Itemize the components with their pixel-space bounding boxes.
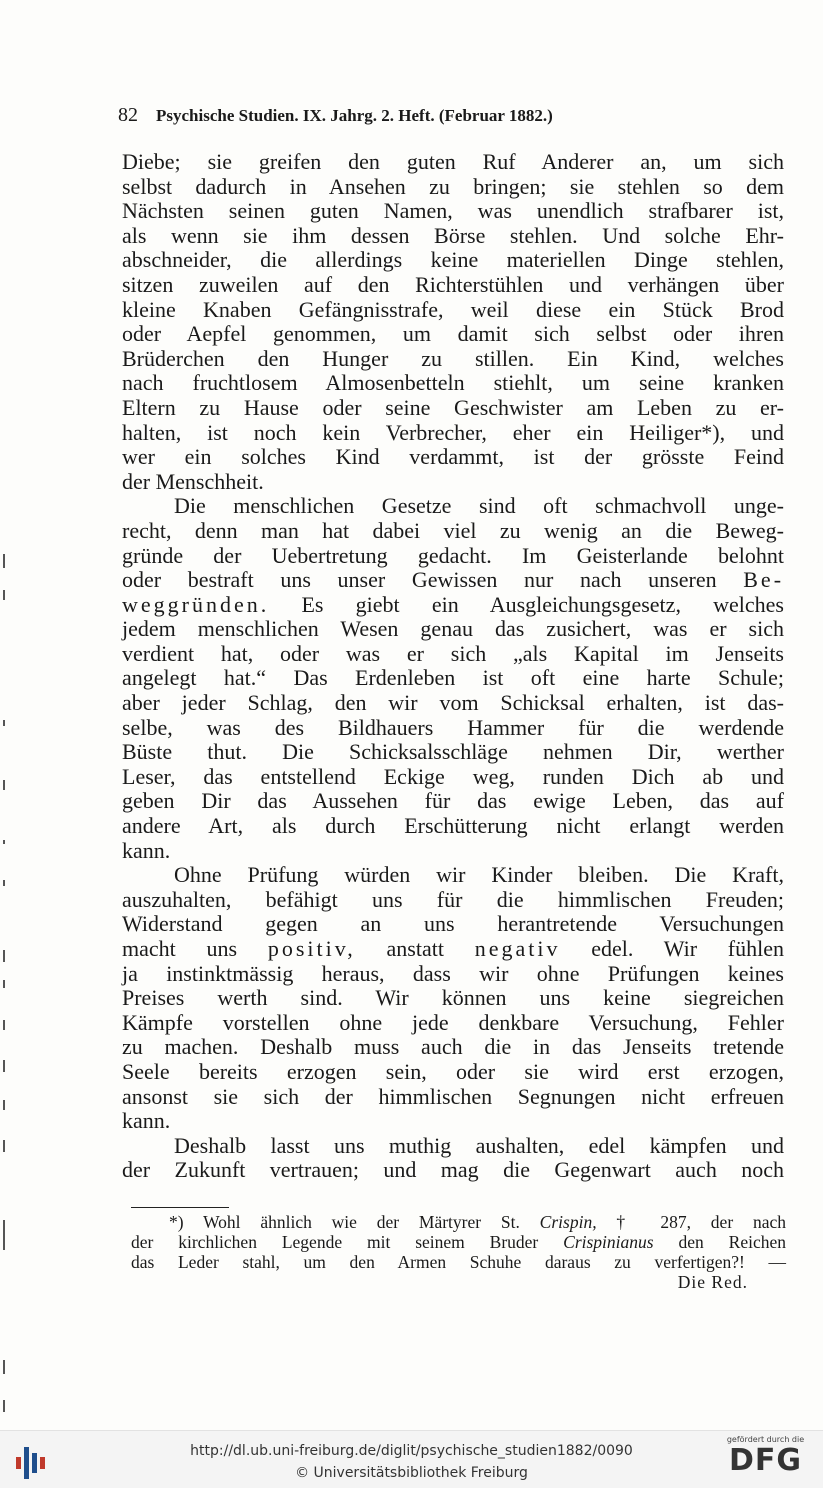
text-line bbox=[122, 937, 784, 962]
text-line: kleine Knaben Gefängnisstrafe, weil diese ein Stück Brod bbox=[122, 296, 784, 322]
text-line: wer ein solches Kind verdammt, ist der grösste Feind bbox=[122, 444, 784, 470]
text-line: Eltern zu Hause oder seine Geschwister am Leben zu er- bbox=[122, 394, 784, 420]
dfg-wordmark: DFG bbox=[728, 1443, 803, 1478]
running-header bbox=[118, 104, 758, 127]
paragraph-3 bbox=[122, 863, 784, 1134]
text-segment: anstatt bbox=[386, 936, 444, 961]
spaced-text: negativ bbox=[474, 936, 561, 961]
text-line: ja instinktmässig heraus, dass wir ohne Prüfungen keines bbox=[122, 960, 784, 986]
italic-name: Crispinianus bbox=[563, 1232, 654, 1252]
text-line: sitzen zuweilen auf den Richterstühlen und verhängen über bbox=[122, 271, 784, 297]
text-line: Diebe; sie greifen den guten Ruf Anderer an, um sich bbox=[122, 149, 784, 174]
text-segment: *) Wohl ähnlich wie der Märtyrer St. bbox=[169, 1212, 520, 1232]
text-line: der Menschheit. bbox=[122, 468, 264, 494]
text-segment: † 287, der nach bbox=[616, 1212, 786, 1232]
text-segment: den Reichen bbox=[678, 1232, 786, 1252]
text-line: Büste thut. Die Schicksalsschläge nehmen Dir, werther bbox=[122, 739, 784, 765]
text-segment: macht uns bbox=[122, 936, 238, 961]
paragraph-1 bbox=[122, 150, 784, 494]
dfg-logo bbox=[718, 1435, 813, 1478]
text-line: Nächsten seinen guten Namen, was unendlich strafbarer ist, bbox=[122, 198, 784, 224]
text-line: Kämpfe vorstellen ohne jede denkbare Versuchung, Fehler bbox=[122, 1009, 784, 1035]
body-text bbox=[122, 150, 784, 1183]
text-line: Die menschlichen Gesetze sind oft schmachvoll unge- bbox=[174, 493, 784, 519]
page-number: 82 bbox=[118, 104, 138, 126]
library-footer bbox=[0, 1430, 823, 1488]
text-line: oder Aepfel genommen, um damit sich selbst oder ihren bbox=[122, 321, 784, 347]
footnote bbox=[131, 1212, 786, 1292]
text-line: Ohne Prüfung würden wir Kinder bleiben. Die Kraft, bbox=[174, 862, 784, 888]
text-line: verdient hat, oder was er sich „als Kapital im Jenseits bbox=[122, 640, 784, 666]
text-line: zu machen. Deshalb muss auch die in das Jenseits tretende bbox=[122, 1034, 784, 1060]
text-line: aber jeder Schlag, den wir vom Schicksal erhalten, ist das- bbox=[122, 690, 784, 716]
text-line: der Zukunft vertrauen; und mag die Gegenwart auch noch bbox=[122, 1157, 784, 1183]
italic-name: Crispin, bbox=[539, 1212, 597, 1232]
dfg-tagline: gefördert durch die bbox=[726, 1435, 805, 1444]
text-line: ansonst sie sich der himmlischen Segnungen nicht erfreuen bbox=[122, 1083, 784, 1109]
source-url-link[interactable]: http://dl.ub.uni-freiburg.de/diglit/psychische_studien1882/0090 bbox=[190, 1443, 633, 1459]
footnote-line bbox=[131, 1232, 786, 1252]
text-line: selbe, was des Bildhauers Hammer für die werdende bbox=[122, 714, 784, 740]
text-line: als wenn sie ihm dessen Börse stehlen. Und solche Ehr- bbox=[122, 222, 784, 248]
text-line: abschneider, die allerdings keine materiellen Dinge stehlen, bbox=[122, 247, 784, 273]
footnote-separator bbox=[131, 1207, 229, 1208]
text-line: kann. bbox=[122, 837, 171, 863]
text-segment: der kirchlichen Legende mit seinem Bruder bbox=[131, 1232, 539, 1252]
footnote-line bbox=[131, 1212, 786, 1232]
text-line: Leser, das entstellend Eckige weg, runden Dich ab und bbox=[122, 763, 784, 789]
copyright-text: © Universitätsbibliothek Freiburg bbox=[295, 1465, 528, 1481]
text-segment: edel. Wir fühlen bbox=[591, 936, 785, 961]
text-line: auszuhalten, befähigt uns für die himmlischen Freuden; bbox=[122, 886, 784, 912]
spaced-text: positiv, bbox=[267, 936, 356, 961]
text-line: geben Dir das Aussehen für das ewige Leben, das auf bbox=[122, 788, 784, 814]
paragraph-4 bbox=[122, 1134, 784, 1183]
paragraph-2 bbox=[122, 494, 784, 863]
text-segment: oder bestraft uns unser Gewissen nur nach unseren bbox=[122, 567, 717, 593]
text-line: recht, denn man hat dabei viel zu wenig an die Beweg- bbox=[122, 517, 784, 543]
text-segment: Es giebt ein Ausgleichungsgesetz, welches bbox=[301, 591, 784, 617]
text-line: gründe der Uebertretung gedacht. Im Geisterlande belohnt bbox=[122, 542, 784, 568]
text-line bbox=[122, 593, 784, 618]
text-line: Brüderchen den Hunger zu stillen. Ein Kind, welches bbox=[122, 345, 784, 371]
text-line: angelegt hat.“ Das Erdenleben ist oft eine harte Schule; bbox=[122, 665, 784, 691]
text-line: andere Art, als durch Erschütterung nicht erlangt werden bbox=[122, 813, 784, 839]
text-line: Seele bereits erzogen sein, oder sie wird erst erzogen, bbox=[122, 1058, 784, 1084]
spaced-text: Be- bbox=[743, 567, 785, 593]
text-line: Deshalb lasst uns muthig aushalten, edel kämpfen und bbox=[174, 1132, 784, 1158]
text-line: Widerstand gegen an uns herantretende Versuchungen bbox=[122, 911, 784, 937]
text-line: selbst dadurch in Ansehen zu bringen; sie stehlen so dem bbox=[122, 173, 784, 199]
footnote-signature: Die Red. bbox=[677, 1272, 748, 1292]
text-line: jedem menschlichen Wesen genau das zusichert, was er sich bbox=[122, 616, 784, 642]
footnote-line: das Leder stahl, um den Armen Schuhe daraus zu verfertigen?! — bbox=[131, 1252, 786, 1272]
text-line bbox=[122, 568, 784, 593]
text-line: kann. bbox=[122, 1108, 171, 1134]
spaced-text: weggründen. bbox=[122, 591, 270, 617]
text-line: nach fruchtlosem Almosenbetteln stiehlt, um seine kranken bbox=[122, 370, 784, 396]
text-line: Preises werth sind. Wir können uns keine siegreichen bbox=[122, 985, 784, 1011]
scan-edge-marks bbox=[0, 540, 30, 1440]
text-line: halten, ist noch kein Verbrecher, eher ein Heiliger*), und bbox=[122, 419, 784, 445]
running-title: Psychische Studien. IX. Jahrg. 2. Heft. (Februar 1882.) bbox=[156, 106, 553, 125]
